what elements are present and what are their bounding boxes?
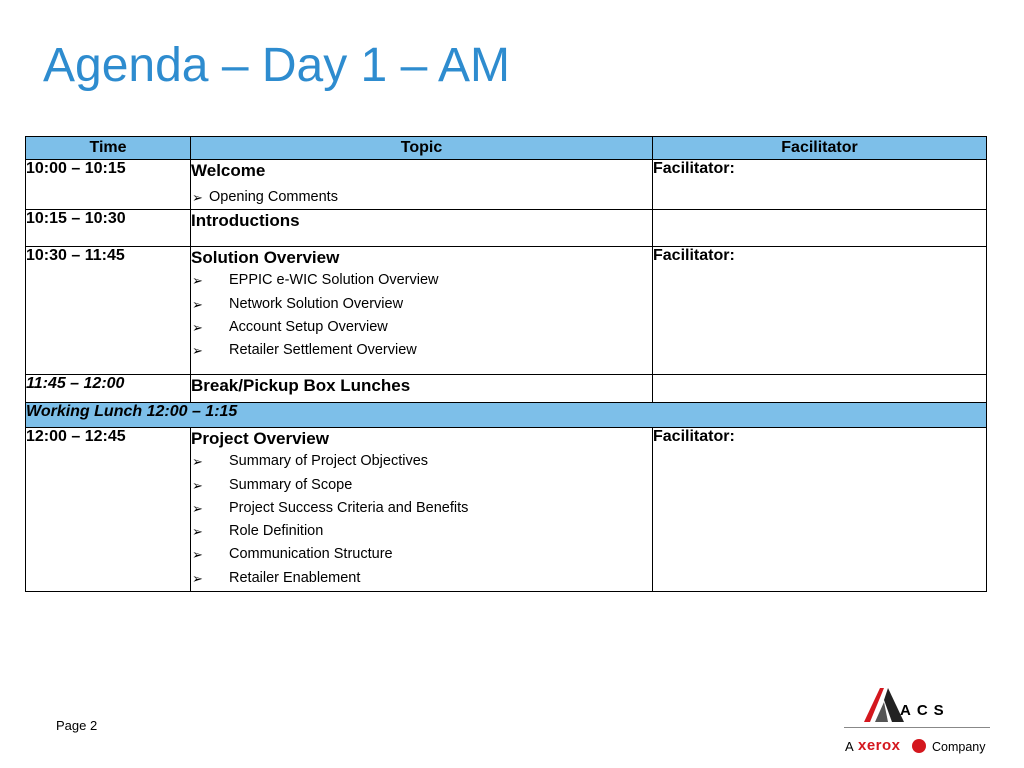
arrow-bullet-icon: ➢ bbox=[192, 319, 203, 335]
arrow-bullet-icon: ➢ bbox=[192, 190, 203, 205]
topic-cell bbox=[191, 160, 653, 210]
bullet-text: Role Definition bbox=[229, 523, 324, 540]
topic-cell bbox=[191, 428, 653, 592]
bullet-text: Account Setup Overview bbox=[229, 318, 388, 335]
bullet-list bbox=[191, 269, 652, 362]
lunch-banner: Working Lunch 12:00 – 1:15 bbox=[26, 403, 987, 428]
facilitator-cell bbox=[653, 375, 987, 403]
list-item bbox=[191, 543, 652, 566]
header-topic: Topic bbox=[191, 137, 653, 160]
page-title: Agenda – Day 1 – AM bbox=[43, 39, 510, 92]
facilitator-cell bbox=[653, 210, 987, 247]
bullet-text: Summary of Scope bbox=[229, 476, 353, 493]
logo-brand: ACS bbox=[900, 702, 950, 719]
time-cell: 10:15 – 10:30 bbox=[26, 210, 191, 247]
topic-cell bbox=[191, 210, 653, 247]
list-item bbox=[191, 269, 652, 292]
time-cell: 12:00 – 12:45 bbox=[26, 428, 191, 592]
lunch-banner-row bbox=[26, 403, 987, 428]
table-row bbox=[26, 160, 987, 210]
arrow-bullet-icon: ➢ bbox=[192, 500, 203, 516]
topic-title: Break/Pickup Box Lunches bbox=[191, 376, 411, 396]
topic-title: Project Overview bbox=[191, 429, 329, 449]
table-row bbox=[26, 210, 987, 247]
arrow-bullet-icon: ➢ bbox=[192, 343, 203, 359]
logo-divider bbox=[844, 727, 990, 728]
bullet-text: Summary of Project Objectives bbox=[229, 453, 429, 470]
list-item bbox=[191, 316, 652, 339]
list-item bbox=[191, 450, 652, 473]
arrow-bullet-icon: ➢ bbox=[192, 570, 203, 586]
acs-triangle-icon bbox=[862, 688, 904, 722]
topic-title: Welcome bbox=[191, 161, 266, 180]
bullet-text: Project Success Criteria and Benefits bbox=[229, 499, 469, 516]
arrow-bullet-icon: ➢ bbox=[192, 454, 203, 470]
table-row bbox=[26, 375, 987, 403]
header-time: Time bbox=[26, 137, 191, 160]
xerox-ball-icon bbox=[912, 739, 926, 753]
arrow-bullet-icon: ➢ bbox=[192, 524, 203, 540]
list-item bbox=[191, 567, 652, 590]
list-item bbox=[191, 474, 652, 497]
list-item bbox=[191, 520, 652, 543]
acs-xerox-logo bbox=[842, 686, 992, 762]
time-cell: 10:30 – 11:45 bbox=[26, 247, 191, 375]
bullet-text: EPPIC e-WIC Solution Overview bbox=[229, 272, 439, 289]
topic-cell bbox=[191, 375, 653, 403]
table-row bbox=[26, 247, 987, 375]
arrow-bullet-icon: ➢ bbox=[192, 296, 203, 312]
topic-title: Introductions bbox=[191, 211, 300, 231]
time-cell: 11:45 – 12:00 bbox=[26, 375, 191, 403]
header-facilitator: Facilitator bbox=[653, 137, 987, 160]
list-item bbox=[191, 186, 652, 209]
arrow-bullet-icon: ➢ bbox=[192, 477, 203, 493]
time-cell: 10:00 – 10:15 bbox=[26, 160, 191, 210]
agenda-table bbox=[25, 136, 987, 592]
bullet-text: Retailer Enablement bbox=[229, 569, 361, 586]
page-number: Page 2 bbox=[56, 718, 98, 733]
arrow-bullet-icon: ➢ bbox=[192, 273, 203, 289]
facilitator-cell: Facilitator: bbox=[653, 160, 987, 210]
bullet-list bbox=[191, 186, 652, 209]
table-row bbox=[26, 428, 987, 592]
list-item bbox=[191, 339, 652, 362]
list-item bbox=[191, 497, 652, 520]
bullet-text: Communication Structure bbox=[229, 546, 393, 563]
bullet-text: Retailer Settlement Overview bbox=[229, 342, 417, 359]
logo-suffix: Company bbox=[932, 740, 986, 754]
bullet-list bbox=[191, 450, 652, 590]
table-header-row bbox=[26, 137, 987, 160]
list-item bbox=[191, 293, 652, 316]
logo-xerox: xerox bbox=[858, 737, 901, 754]
facilitator-cell: Facilitator: bbox=[653, 428, 987, 592]
bullet-text: Opening Comments bbox=[209, 189, 338, 205]
topic-cell bbox=[191, 247, 653, 375]
arrow-bullet-icon: ➢ bbox=[192, 547, 203, 563]
facilitator-cell: Facilitator: bbox=[653, 247, 987, 375]
topic-title: Solution Overview bbox=[191, 248, 340, 268]
bullet-text: Network Solution Overview bbox=[229, 295, 404, 312]
logo-prefix: A bbox=[845, 739, 854, 754]
